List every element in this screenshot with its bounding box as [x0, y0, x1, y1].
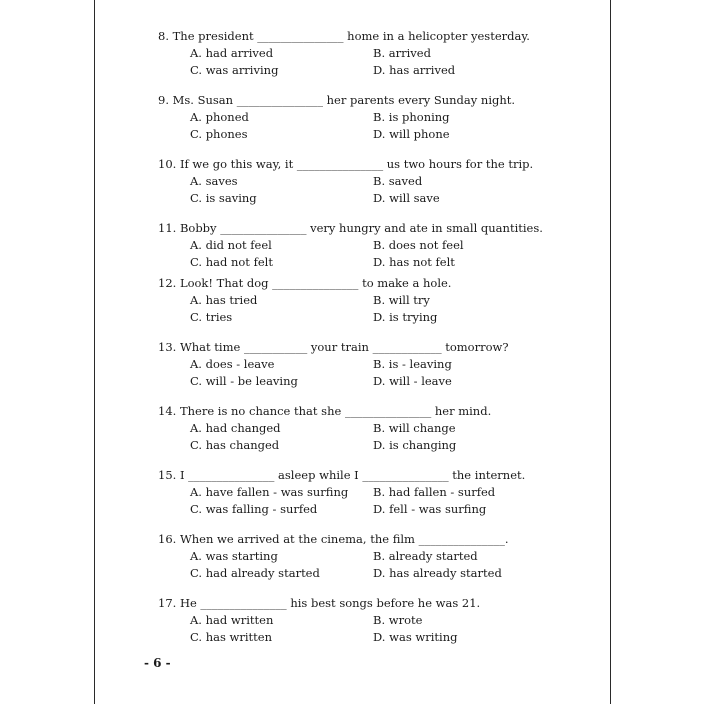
option-c: C. has changed [190, 438, 280, 452]
option-c: C. tries [190, 310, 233, 324]
option-b: B. will change [373, 421, 456, 435]
option-d: D. will phone [373, 127, 450, 141]
option-b: B. will try [373, 293, 430, 307]
option-d: D. will save [373, 191, 440, 205]
question-stem: 15. I _______________ asleep while I _______________ the internet. [158, 468, 526, 482]
option-a: A. does - leave [190, 357, 275, 371]
option-a: A. did not feel [190, 238, 272, 252]
option-c: C. had already started [190, 566, 320, 580]
option-b: B. is phoning [373, 110, 450, 124]
option-c: C. had not felt [190, 255, 273, 269]
option-a: A. had written [190, 613, 274, 627]
option-c: C. phones [190, 127, 248, 141]
question-stem: 12. Look! That dog _______________ to make a hole. [158, 276, 452, 290]
option-a: A. phoned [190, 110, 249, 124]
option-c: C. was falling - surfed [190, 502, 318, 516]
question-stem: 9. Ms. Susan _______________ her parents every Sunday night. [158, 93, 516, 107]
question-stem: 14. There is no chance that she _______________ her mind. [158, 404, 492, 418]
option-c: C. is saving [190, 191, 257, 205]
option-b: B. is - leaving [373, 357, 452, 371]
option-d: D. is changing [373, 438, 457, 452]
page-number: - 6 - [144, 656, 171, 670]
option-d: D. is trying [373, 310, 438, 324]
option-b: B. already started [373, 549, 478, 563]
question-stem: 10. If we go this way, it _______________ us two hours for the trip. [158, 157, 534, 171]
option-d: D. will - leave [373, 374, 452, 388]
option-a: A. saves [190, 174, 238, 188]
question-stem: 17. He _______________ his best songs before he was 21. [158, 596, 481, 610]
option-a: A. had changed [190, 421, 281, 435]
question-stem: 11. Bobby _______________ very hungry and ate in small quantities. [158, 221, 543, 235]
option-b: B. does not feel [373, 238, 464, 252]
option-b: B. arrived [373, 46, 431, 60]
option-a: A. have fallen - was surfing [190, 485, 349, 499]
option-c: C. has written [190, 630, 272, 644]
question-stem: 8. The president _______________ home in a helicopter yesterday. [158, 29, 530, 43]
option-a: A. was starting [190, 549, 278, 563]
option-d: D. fell - was surfing [373, 502, 487, 516]
option-a: A. has tried [190, 293, 258, 307]
option-d: D. has arrived [373, 63, 456, 77]
option-d: D. was writing [373, 630, 458, 644]
option-c: C. was arriving [190, 63, 279, 77]
question-stem: 16. When we arrived at the cinema, the film _______________. [158, 532, 509, 546]
option-b: B. had fallen - surfed [373, 485, 496, 499]
option-c: C. will - be leaving [190, 374, 298, 388]
option-b: B. wrote [373, 613, 423, 627]
option-d: D. has already started [373, 566, 502, 580]
question-stem: 13. What time ___________ your train ____________ tomorrow? [158, 340, 509, 354]
option-a: A. had arrived [190, 46, 274, 60]
option-b: B. saved [373, 174, 423, 188]
option-d: D. has not felt [373, 255, 455, 269]
